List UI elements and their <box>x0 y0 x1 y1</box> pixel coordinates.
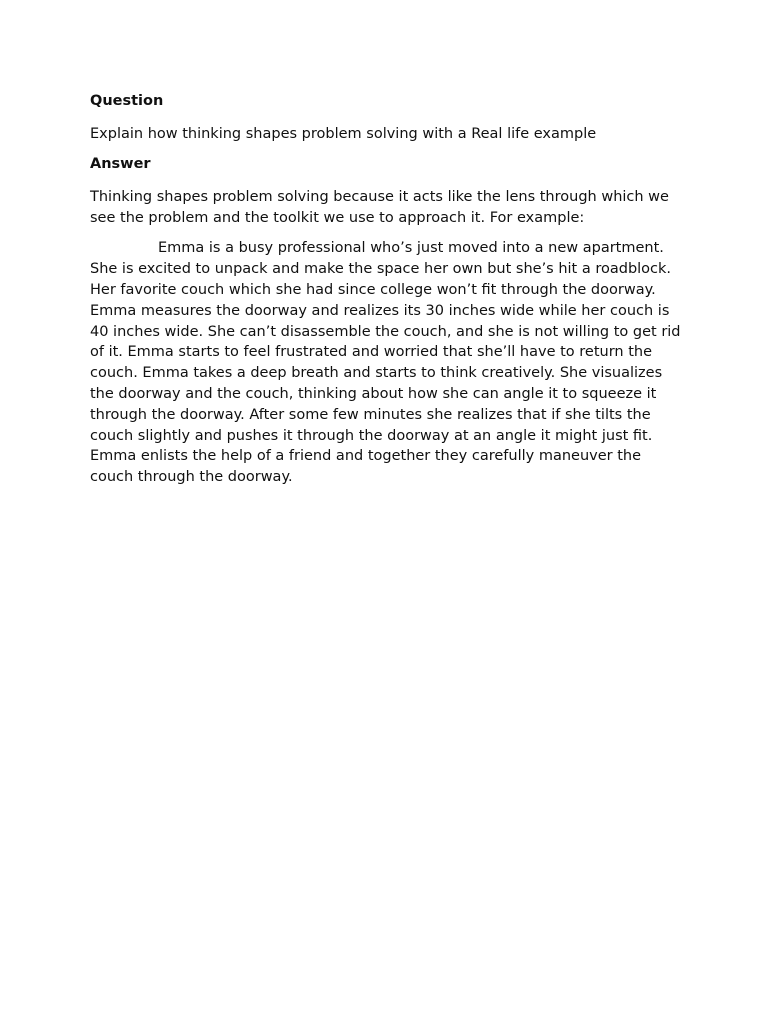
question-heading: Question <box>90 93 164 109</box>
document-page <box>90 92 682 498</box>
answer-example: Emma is a busy professional who’s just moved into a new apartment. She is excited to unpack and make the space her own but she’s hit a roadblock. Her favorite couch which she had since college won’t fit through the doorway. Emma measures the doorway and realizes its 30 inches wide while her couch is 40 inches wide. She can’t disassemble the couch, and she is not willing to get rid of it. Emma starts to feel frustrated and worried that she’ll have to return the couch. Emma takes a deep breath and starts to think creatively. She visualizes the doorway and the couch, thinking about how she can angle it to squeeze it through the doorway. After some few minutes she realizes that if she tilts the couch slightly and pushes it through the doorway at an angle it might just fit. Emma enlists the help of a friend and together they carefully maneuver the couch through the doorway. <box>90 240 681 486</box>
question-text: Explain how thinking shapes problem solving with a Real life example <box>90 126 597 142</box>
answer-heading: Answer <box>90 155 151 172</box>
answer-intro: Thinking shapes problem solving because it acts like the lens through which we see the problem and the toolkit we use to approach it. For example: <box>90 188 669 226</box>
